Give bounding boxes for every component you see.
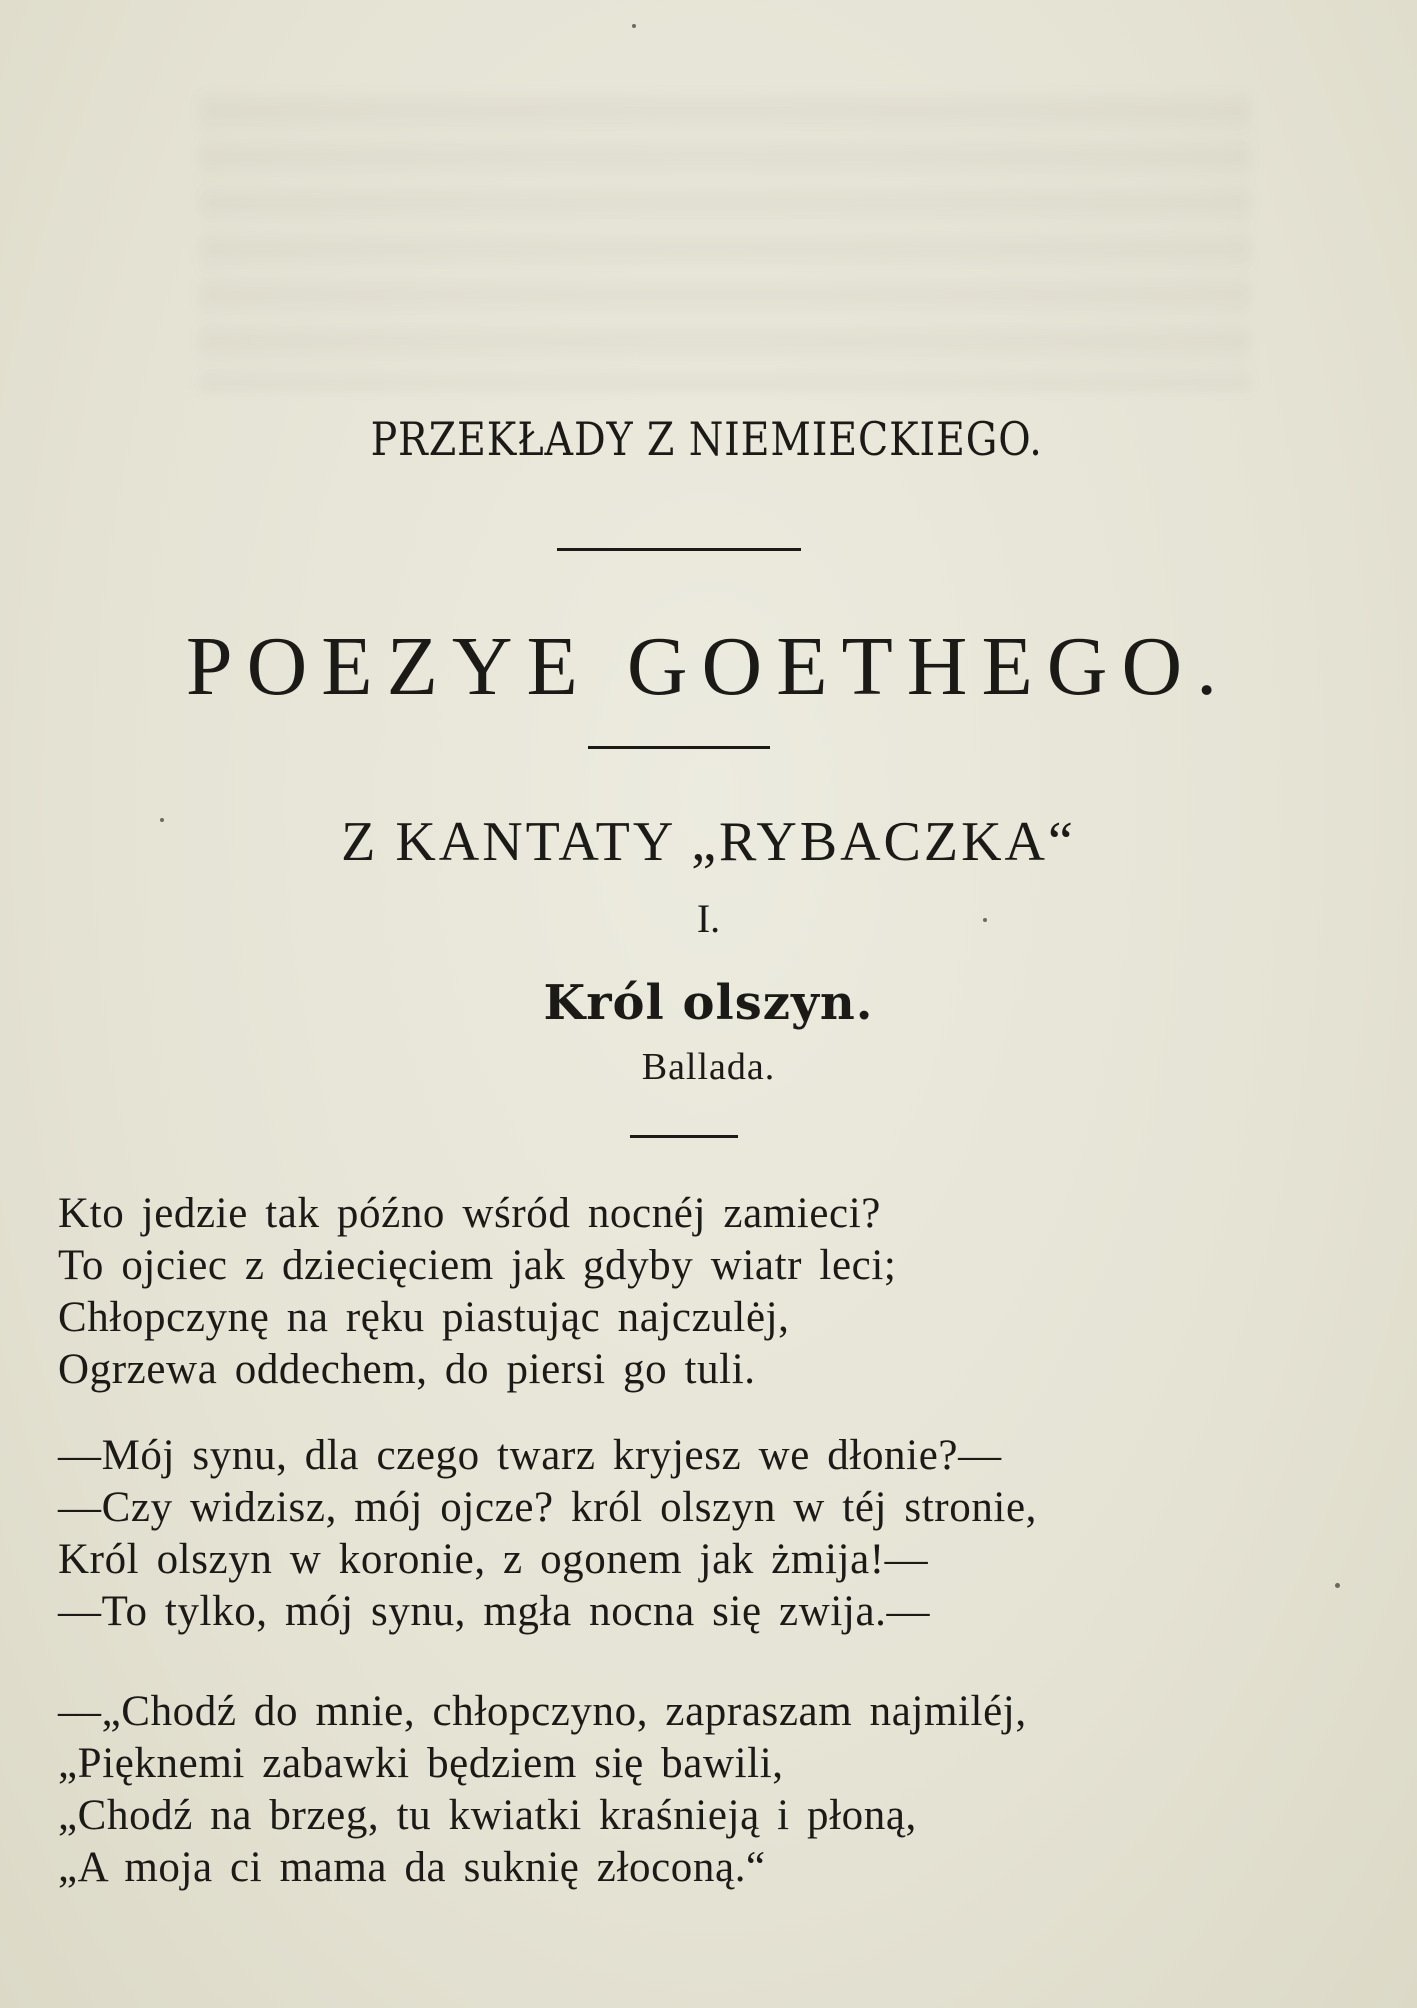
stanza-3	[58, 1686, 1358, 1894]
section-title: PRZEKŁADY Z NIEMIECKIEGO.	[370, 412, 1043, 466]
verse-line: —„Chodź do mnie, chłopczyno, zapraszam najmiléj,	[58, 1688, 1027, 1735]
stanza-1	[58, 1188, 1358, 1396]
ink-speck	[160, 818, 164, 822]
poem-title: Król olszyn.	[543, 975, 874, 1031]
cantata-subtitle: Z KANTATY „RYBACZKA“	[341, 811, 1076, 873]
show-through-texture	[200, 90, 1250, 390]
verse-line: —Czy widzisz, mój ojcze? król olszyn w téj stronie,	[58, 1484, 1037, 1531]
stanza-2	[58, 1430, 1358, 1638]
main-title: POEZYE GOETHEGO.	[185, 620, 1232, 713]
verse-line: —To tylko, mój synu, mgła nocna się zwija.—	[58, 1588, 931, 1635]
verse-line: „Chodź na brzeg, tu kwiatki kraśnieją i płoną,	[58, 1792, 917, 1839]
ink-speck	[1335, 1583, 1340, 1588]
verse-line: To ojciec z dziecięciem jak gdyby wiatr leci;	[58, 1242, 897, 1289]
verse-line: —Mój synu, dla czego twarz kryjesz we dłonie?—	[58, 1432, 1002, 1479]
divider-rule	[588, 746, 770, 749]
verse-line: Chłopczynę na ręku piastując najczulėj,	[58, 1294, 790, 1341]
ink-speck	[632, 24, 636, 28]
verse-line: Ogrzewa oddechem, do piersi go tuli.	[58, 1346, 756, 1393]
divider-rule	[557, 548, 801, 551]
poem-genre: Ballada.	[641, 1046, 776, 1088]
verse-line: „A moja ci mama da suknię złoconą.“	[58, 1844, 766, 1891]
poem-number: I.	[696, 896, 721, 941]
verse-line: „Pięknemi zabawki będziem się bawili,	[58, 1740, 784, 1787]
verse-line: Kto jedzie tak późno wśród nocnéj zamieci?	[58, 1190, 881, 1237]
verse-line: Król olszyn w koronie, z ogonem jak żmija!—	[58, 1536, 929, 1583]
divider-rule	[630, 1135, 738, 1138]
ink-speck	[983, 918, 987, 922]
